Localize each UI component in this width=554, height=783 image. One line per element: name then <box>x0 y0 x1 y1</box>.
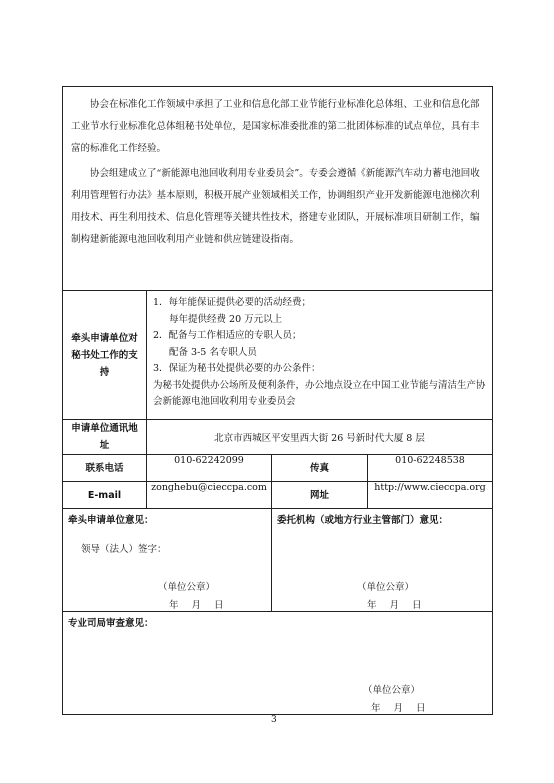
fax-value: 010-62248538 <box>368 455 493 482</box>
support-line-5: 3．保证为秘书处提供必要的办公条件： <box>153 363 321 374</box>
lead-signature-label: 领导（法人）签字： <box>81 544 167 555</box>
support-line-3: 2．配备与工作相适应的专职人员； <box>153 330 302 341</box>
application-form-table <box>62 86 493 715</box>
support-line-4: 配备 3-5 名专职人员 <box>169 346 257 358</box>
support-line-6: 为秘书处提供办公场所及便利条件，办公地点设立在中国工业节能与清洁生产协会新能源电池回收利用专业委员会 <box>153 379 486 407</box>
email-label: E-mail <box>63 482 147 509</box>
support-line-1: 1．每年能保证提供必要的活动经费； <box>153 297 312 308</box>
department-review-label: 专业司局审查意见： <box>68 618 154 629</box>
organization-intro-cell <box>63 87 493 291</box>
lead-applicant-opinion-cell <box>63 509 272 612</box>
entrusted-agency-opinion-label: 委托机构（或地方行业主管部门）意见： <box>277 515 449 526</box>
support-label: 牵头申请单位对秘书处工作的支持 <box>63 291 147 420</box>
address-value: 北京市西城区平安里西大街 26 号新时代大厦 8 层 <box>147 420 493 455</box>
lead-date-label: 年 月 日 <box>169 600 224 611</box>
support-line-2: 每年提供经费 20 万元以上 <box>169 313 283 325</box>
department-seal-label: （单位公章） <box>363 685 421 696</box>
fax-label: 传真 <box>272 455 368 482</box>
intro-paragraph-2: 协会组建成立了“新能源电池回收利用专业委员会”。专委会遵循《新能源汽车动力蓄电池回收利用管理暂行办法》基本原则，积极开展产业领域相关工作，协调组织产业开发新能源电池梯次利用技术、再生利用技术、信息化管理等关键共性技术，搭建专业团队，开展标准项目研制工作，编制构建新能源电池回收利用产业链和供应链建设指南。 <box>71 168 480 245</box>
lead-applicant-opinion-label: 牵头申请单位意见： <box>68 515 154 526</box>
intro-paragraph-1: 协会在标准化工作领域中承担了工业和信息化部工业节能行业标准化总体组、工业和信息化部工业节水行业标准化总体组秘书处单位，是国家标准委批准的第二批团体标准的试点单位，具有丰富的标准化工作经验。 <box>71 99 480 154</box>
website-label: 网址 <box>272 482 368 509</box>
email-value: zonghebu@cieccpa.com <box>147 482 272 509</box>
entrusted-agency-opinion-cell <box>272 509 493 612</box>
phone-label: 联系电话 <box>63 455 147 482</box>
address-label: 申请单位通讯地址 <box>63 420 147 455</box>
entrusted-date-label: 年 月 日 <box>367 600 422 611</box>
entrusted-seal-label: （单位公章） <box>357 582 415 593</box>
page-number: 3 <box>271 715 277 725</box>
phone-value: 010-62242099 <box>147 455 272 482</box>
department-date-label: 年 月 日 <box>371 703 426 714</box>
website-value: http://www.cieccpa.org <box>368 482 493 509</box>
department-review-cell <box>63 612 493 715</box>
lead-seal-label: （单位公章） <box>158 582 216 593</box>
support-content <box>147 291 493 420</box>
